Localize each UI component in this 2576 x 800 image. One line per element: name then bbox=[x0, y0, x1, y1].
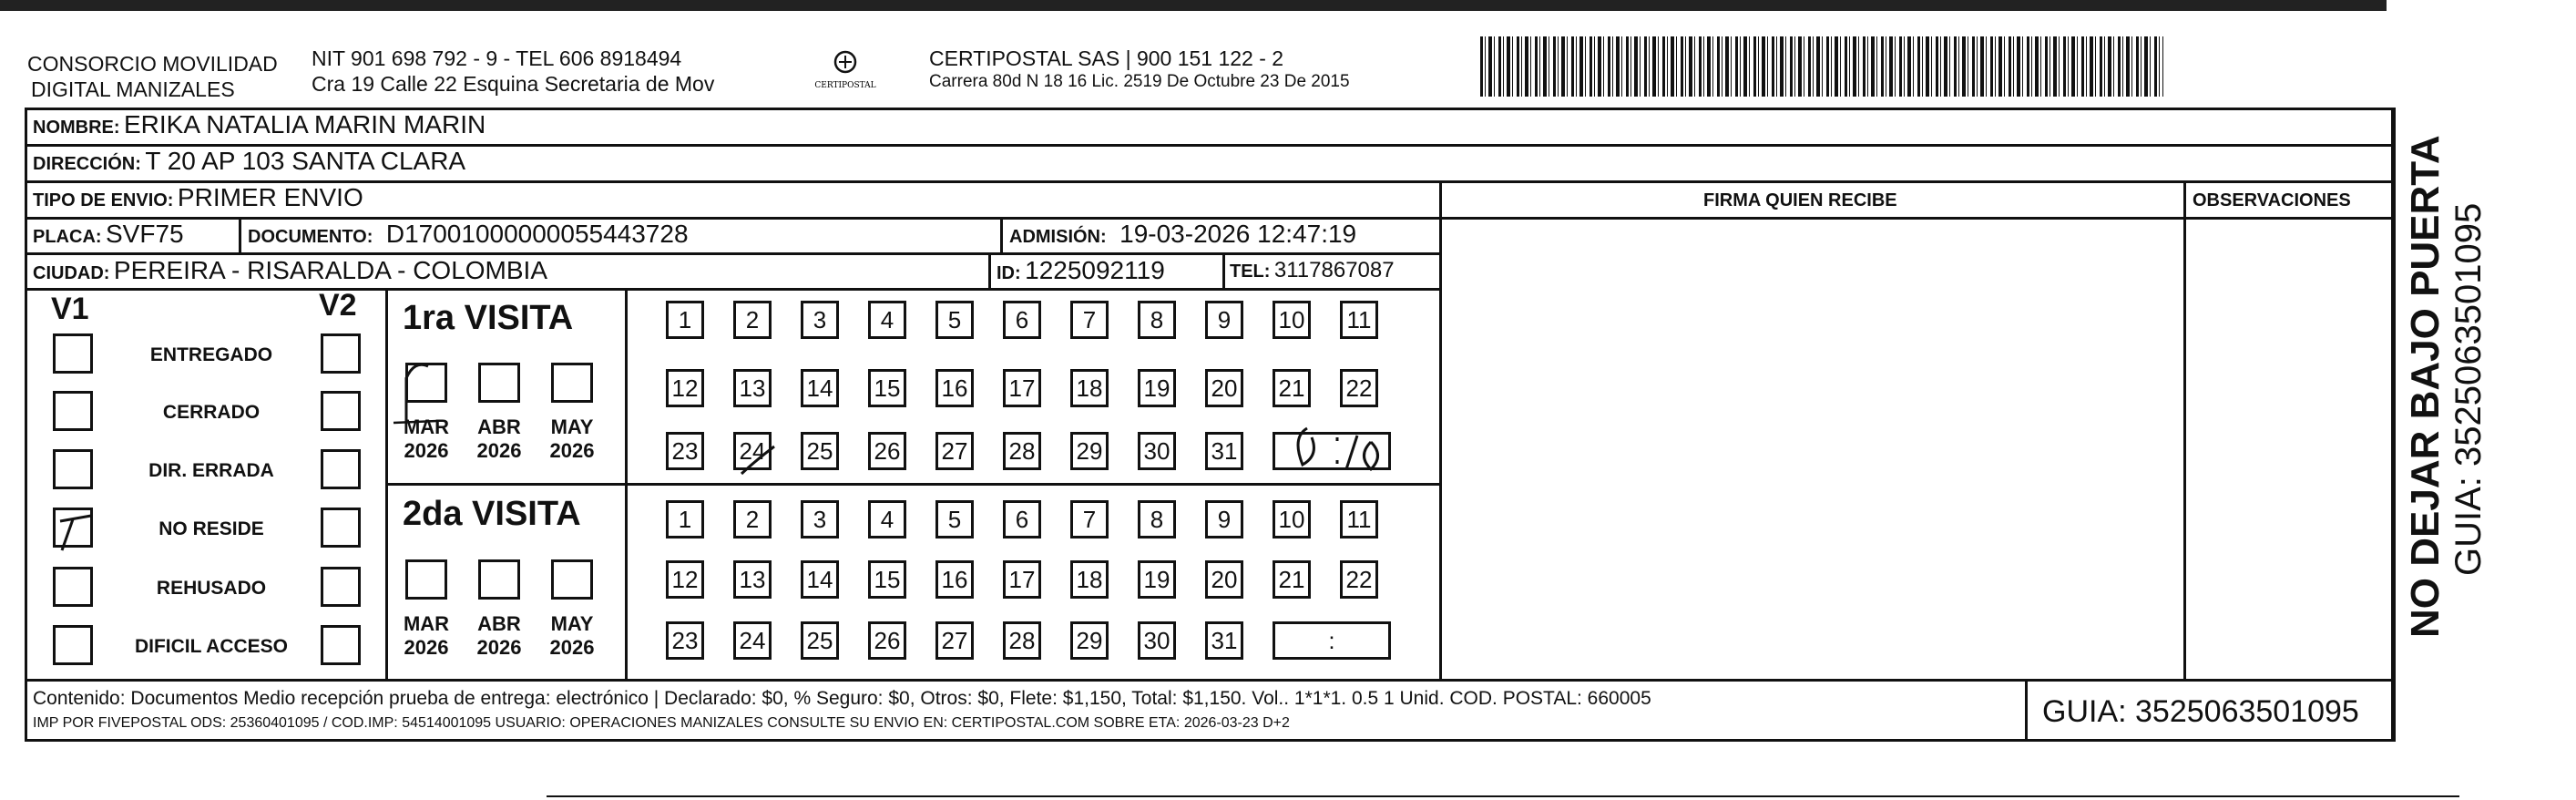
first-visit-day-box[interactable]: 27 bbox=[935, 432, 974, 470]
second-visit-day-box[interactable]: 7 bbox=[1070, 500, 1109, 538]
second-visit-day-box[interactable]: 28 bbox=[1003, 621, 1041, 660]
first-visit-day-box[interactable]: 28 bbox=[1003, 432, 1041, 470]
second-visit-day-box[interactable]: 2 bbox=[733, 500, 772, 538]
second-visit-month-label: ABR 2026 bbox=[476, 612, 522, 659]
admision-field: ADMISIÓN: 19-03-2026 12:47:19 bbox=[1009, 220, 1357, 248]
carrier-info: CERTIPOSTAL SAS | 900 151 122 - 2 Carrera 80d N 18 16 Lic. 2519 De Octubre 23 De 2015 bbox=[929, 46, 1350, 91]
status-label: ENTREGADO bbox=[149, 344, 273, 365]
first-visit-day-box[interactable]: 31 bbox=[1205, 432, 1243, 470]
second-visit-day-box[interactable]: 24 bbox=[733, 621, 772, 660]
second-visit-day-box[interactable]: 19 bbox=[1138, 560, 1176, 599]
second-visit-day-box[interactable]: 4 bbox=[868, 500, 906, 538]
second-visit-month-label: MAY 2026 bbox=[549, 612, 595, 659]
footer-contenido: Contenido: Documentos Medio recepción prueba de entrega: electrónico | Declarado: $0, % Seguro: $0, Otros: $0, Flete: $1,150, Total: $1,150. Vol.. 1*1*1. 0.5 1 Unid. COD. POSTAL: 660005 bbox=[33, 688, 1651, 709]
first-visit-day-box[interactable]: 18 bbox=[1070, 369, 1109, 407]
observaciones-header: OBSERVACIONES bbox=[2193, 190, 2351, 210]
firma-header: FIRMA QUIEN RECIBE bbox=[1703, 190, 1897, 210]
nombre-row: NOMBRE: ERIKA NATALIA MARIN MARIN bbox=[33, 110, 486, 138]
direccion-row: DIRECCIÓN: T 20 AP 103 SANTA CLARA bbox=[33, 147, 466, 175]
second-visit-day-box[interactable]: 22 bbox=[1340, 560, 1378, 599]
ciudad-field: CIUDAD: PEREIRA - RISARALDA - COLOMBIA bbox=[33, 256, 548, 284]
first-visit-day-box[interactable]: 14 bbox=[801, 369, 839, 407]
tipo-envio-row: TIPO DE ENVIO: PRIMER ENVIO bbox=[33, 183, 363, 211]
footer-guia: GUIA: 3525063501095 bbox=[2042, 694, 2359, 729]
second-visit-day-box[interactable]: 21 bbox=[1273, 560, 1311, 599]
company-nit-address: NIT 901 698 792 - 9 - TEL 606 8918494 Cra 19 Calle 22 Esquina Secretaria de Mov bbox=[312, 46, 715, 96]
footer-imp: IMP POR FIVEPOSTAL ODS: 25360401095 / COD.IMP: 54514001095 USUARIO: OPERACIONES MANIZALES CONSULTE SU ENVIO EN: CERTIPOSTAL.COM SOBRE ETA: 2026-03-23 D+2 bbox=[33, 715, 1290, 731]
first-visit-day-box[interactable]: 11 bbox=[1340, 301, 1378, 339]
v1-label: V1 bbox=[51, 292, 89, 326]
first-visit-day-box[interactable]: 3 bbox=[801, 301, 839, 339]
second-visit-day-box[interactable]: 10 bbox=[1273, 500, 1311, 538]
status-label: DIFICIL ACCESO bbox=[134, 636, 288, 657]
first-visit-day-box[interactable]: 24 bbox=[733, 432, 772, 470]
second-visit-day-box[interactable]: 31 bbox=[1205, 621, 1243, 660]
second-visit-day-box[interactable]: 23 bbox=[666, 621, 704, 660]
bottom-rule bbox=[547, 795, 2459, 797]
first-visit-day-box[interactable]: 6 bbox=[1003, 301, 1041, 339]
second-visit-title: 2da VISITA bbox=[403, 495, 581, 533]
second-visit-day-box[interactable]: 20 bbox=[1205, 560, 1243, 599]
second-visit-day-box[interactable]: 3 bbox=[801, 500, 839, 538]
first-visit-day-box[interactable]: 7 bbox=[1070, 301, 1109, 339]
tel-field: TEL: 3117867087 bbox=[1230, 258, 1395, 282]
barcode bbox=[1480, 36, 2163, 97]
first-visit-day-box[interactable]: 4 bbox=[868, 301, 906, 339]
first-visit-day-box[interactable]: 10 bbox=[1273, 301, 1311, 339]
v2-label: V2 bbox=[319, 288, 357, 323]
second-visit-day-box[interactable]: 12 bbox=[666, 560, 704, 599]
first-visit-day-box[interactable]: 8 bbox=[1138, 301, 1176, 339]
status-label: CERRADO bbox=[162, 402, 261, 423]
handwriting-marks bbox=[0, 0, 1457, 638]
first-visit-day-box[interactable]: 19 bbox=[1138, 369, 1176, 407]
first-visit-day-box[interactable]: 5 bbox=[935, 301, 974, 339]
documento-field: DOCUMENTO: D17001000000055443728 bbox=[248, 220, 689, 248]
company-name: CONSORCIO MOVILIDAD DIGITAL MANIZALES bbox=[27, 52, 278, 101]
second-visit-day-box[interactable]: 6 bbox=[1003, 500, 1041, 538]
first-visit-day-box[interactable]: 23 bbox=[666, 432, 704, 470]
first-visit-day-box[interactable]: 20 bbox=[1205, 369, 1243, 407]
first-visit-day-box[interactable]: 22 bbox=[1340, 369, 1378, 407]
second-visit-month-label: MAR 2026 bbox=[403, 612, 450, 659]
second-visit-day-box[interactable]: 17 bbox=[1003, 560, 1041, 599]
second-visit-day-box[interactable]: 13 bbox=[733, 560, 772, 599]
first-visit-day-box[interactable]: 16 bbox=[935, 369, 974, 407]
status-label: NO RESIDE bbox=[158, 518, 264, 539]
first-visit-day-box[interactable]: 9 bbox=[1205, 301, 1243, 339]
first-visit-day-box[interactable]: 30 bbox=[1138, 432, 1176, 470]
second-visit-day-box[interactable]: 16 bbox=[935, 560, 974, 599]
first-visit-title: 1ra VISITA bbox=[403, 299, 574, 337]
second-visit-day-box[interactable]: 18 bbox=[1070, 560, 1109, 599]
first-visit-day-box[interactable]: 25 bbox=[801, 432, 839, 470]
first-visit-day-box[interactable]: 15 bbox=[868, 369, 906, 407]
placa-field: PLACA: SVF75 bbox=[33, 220, 184, 248]
second-visit-day-box[interactable]: 25 bbox=[801, 621, 839, 660]
second-visit-day-box[interactable]: 29 bbox=[1070, 621, 1109, 660]
obs-divider bbox=[2183, 180, 2186, 679]
second-visit-day-box[interactable]: 9 bbox=[1205, 500, 1243, 538]
first-visit-day-box[interactable]: 17 bbox=[1003, 369, 1041, 407]
second-visit-time-box[interactable]: : bbox=[1273, 621, 1391, 660]
first-visit-month-label: ABR 2026 bbox=[476, 415, 522, 462]
second-visit-day-box[interactable]: 30 bbox=[1138, 621, 1176, 660]
first-visit-day-box[interactable]: 13 bbox=[733, 369, 772, 407]
first-visit-day-box[interactable]: 21 bbox=[1273, 369, 1311, 407]
second-visit-day-box[interactable]: 11 bbox=[1340, 500, 1378, 538]
first-visit-day-box[interactable]: 2 bbox=[733, 301, 772, 339]
second-visit-day-box[interactable]: 26 bbox=[868, 621, 906, 660]
first-visit-day-box[interactable]: 29 bbox=[1070, 432, 1109, 470]
status-label: REHUSADO bbox=[156, 578, 267, 599]
first-visit-day-box[interactable]: 26 bbox=[868, 432, 906, 470]
second-visit-day-box[interactable]: 15 bbox=[868, 560, 906, 599]
first-visit-month-label: MAR 2026 bbox=[403, 415, 450, 462]
status-label: DIR. ERRADA bbox=[148, 460, 274, 481]
svg-text:CERTIPOSTAL: CERTIPOSTAL bbox=[814, 81, 876, 90]
first-visit-day-box[interactable]: 1 bbox=[666, 301, 704, 339]
second-visit-day-box[interactable]: 27 bbox=[935, 621, 974, 660]
side-guia: GUIA: 3525063501095 bbox=[2448, 202, 2489, 576]
id-field: ID: 1225092119 bbox=[997, 256, 1165, 284]
second-visit-day-box[interactable]: 1 bbox=[666, 500, 704, 538]
second-visit-day-box[interactable]: 5 bbox=[935, 500, 974, 538]
first-visit-day-box[interactable]: 12 bbox=[666, 369, 704, 407]
second-visit-day-box[interactable]: 14 bbox=[801, 560, 839, 599]
first-visit-month-label: MAY 2026 bbox=[549, 415, 595, 462]
second-visit-day-box[interactable]: 8 bbox=[1138, 500, 1176, 538]
side-warning: NO DEJAR BAJO PUERTA bbox=[2403, 135, 2448, 638]
